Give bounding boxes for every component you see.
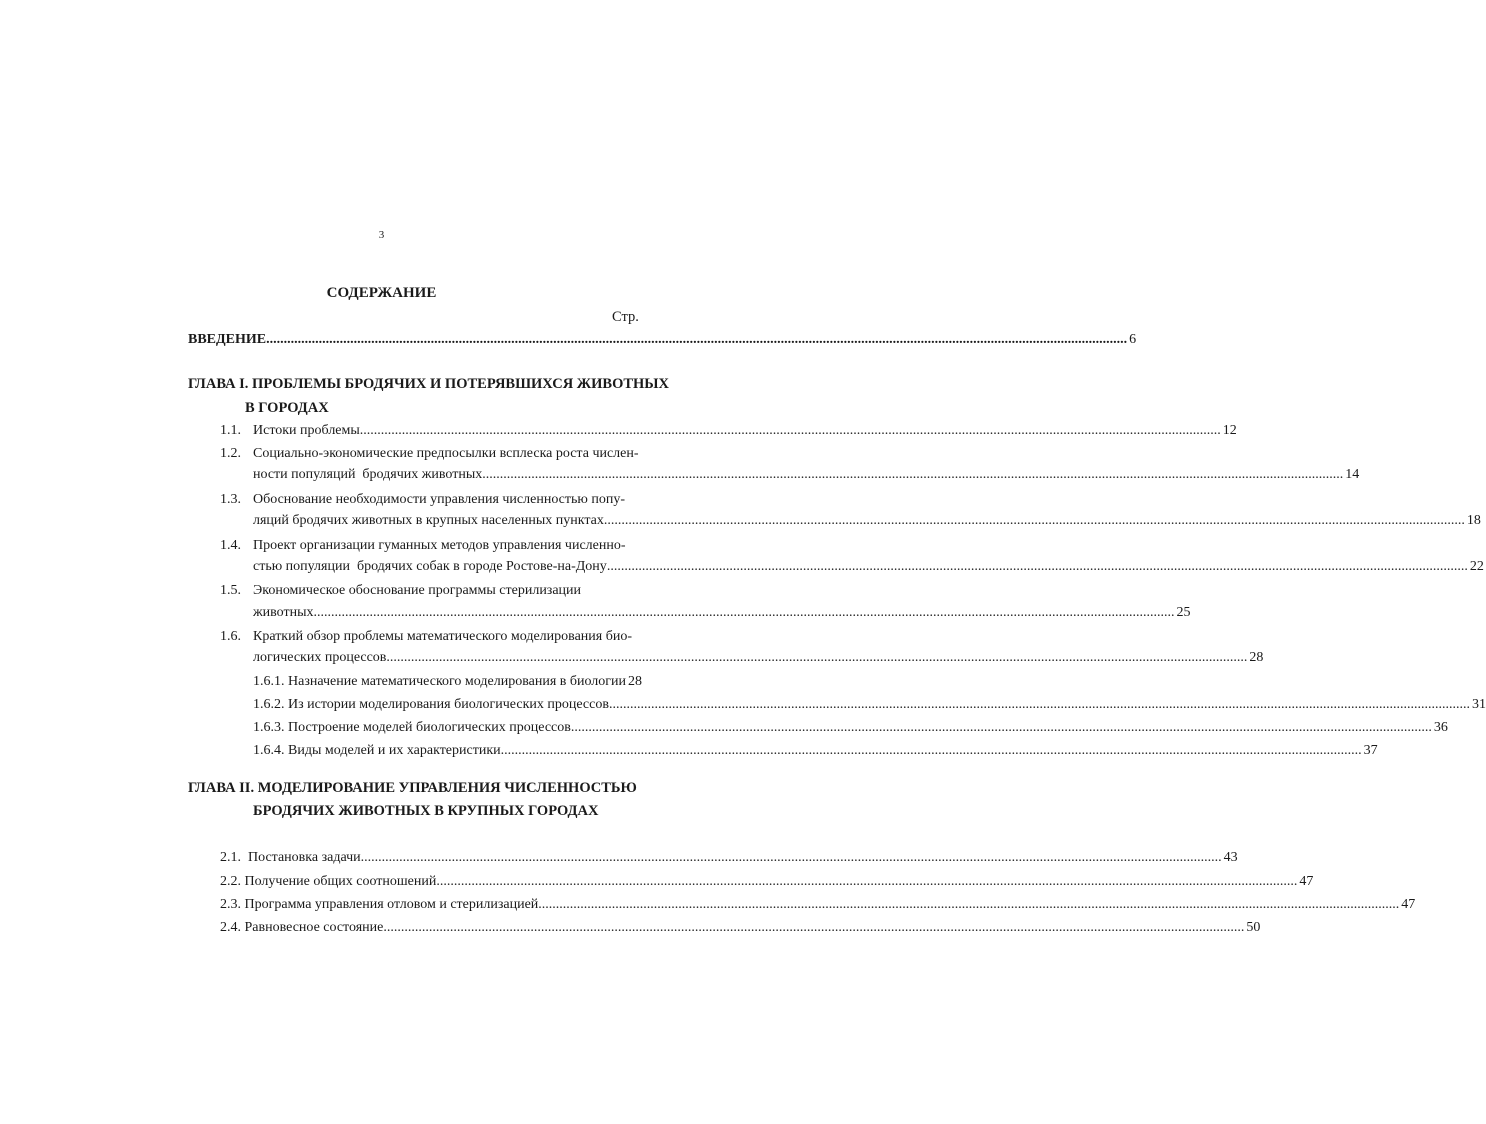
toc-title: СОДЕРЖАНИЕ [326, 285, 437, 301]
dot-leader [609, 695, 1470, 715]
toc-subitem-1-6-2[interactable] [253, 695, 1486, 715]
toc-item-2-2[interactable] [220, 872, 1314, 892]
dot-leader [607, 557, 1468, 577]
toc-entry-page: 47 [1299, 874, 1314, 889]
toc-entry-page: 22 [1469, 559, 1484, 574]
toc-item-2-1[interactable] [220, 848, 1238, 868]
toc-item-number: 1.2. [220, 446, 241, 461]
page-number: 3 [378, 229, 385, 241]
toc-item-1-5[interactable] [253, 603, 1191, 623]
toc-entry-label: животных [253, 605, 314, 620]
dot-leader [383, 918, 1244, 938]
chapter1-heading-line2: В ГОРОДАХ [245, 400, 329, 416]
dot-leader [571, 718, 1432, 738]
toc-entry-label: 1.6.4. Виды моделей и их характеристики [253, 743, 501, 758]
dot-leader [360, 421, 1221, 441]
chapter2-heading-line1: ГЛАВА II. МОДЕЛИРОВАНИЕ УПРАВЛЕНИЯ ЧИСЛЕННОСТЬЮ [188, 780, 637, 796]
toc-entry-page: 6 [1129, 332, 1137, 347]
dot-leader [436, 872, 1297, 892]
toc-item-number: 1.5. [220, 583, 241, 598]
toc-entry-label-line1: Проект организации гуманных методов управления численно- [253, 538, 626, 553]
toc-item-1-4[interactable] [253, 557, 1484, 577]
dot-leader [314, 603, 1175, 623]
toc-item-number: 1.1. [220, 423, 241, 438]
chapter2-heading-line2: БРОДЯЧИХ ЖИВОТНЫХ В КРУПНЫХ ГОРОДАХ [253, 803, 599, 819]
dot-leader [538, 895, 1399, 915]
toc-entry-label: стью популяции бродячих собак в городе Ростове-на-Дону [253, 559, 607, 574]
toc-entry-page: 28 [1249, 650, 1264, 665]
toc-entry-label: 2.4. Равновесное состояние [220, 920, 384, 935]
toc-item-2-3[interactable] [220, 895, 1416, 915]
toc-entry-page: 47 [1401, 897, 1416, 912]
toc-entry-label: ВВЕДЕНИЕ [188, 332, 267, 347]
toc-entry-page: 36 [1433, 720, 1448, 735]
toc-subitem-1-6-4[interactable] [253, 741, 1378, 761]
toc-entry-page: 28 [628, 674, 643, 689]
toc-entry-label: 1.6.3. Построение моделей биологических процессов [253, 720, 571, 735]
toc-item-number: 1.6. [220, 629, 241, 644]
toc-entry-page: 14 [1345, 467, 1360, 482]
toc-subitem-1-6-3[interactable] [253, 718, 1448, 738]
toc-entry-label: ляций бродячих животных в крупных населенных пунктах [253, 513, 604, 528]
toc-entry-page: 18 [1466, 513, 1481, 528]
toc-entry-label: 1.6.1. Назначение математического моделирования в биологии [253, 674, 627, 689]
toc-entry-page: 37 [1363, 743, 1378, 758]
toc-entry-label: логических процессов [253, 650, 387, 665]
toc-item-1-6[interactable] [253, 648, 1264, 668]
toc-entry-label-line1: Краткий обзор проблемы математического моделирования био- [253, 629, 632, 644]
chapter1-heading-line1: ГЛАВА I. ПРОБЛЕМЫ БРОДЯЧИХ И ПОТЕРЯВШИХСЯ ЖИВОТНЫХ [188, 376, 670, 392]
toc-entry-label-line1: Обоснование необходимости управления численностью попу- [253, 492, 625, 507]
toc-entry-page: 25 [1176, 605, 1191, 620]
dot-leader [361, 848, 1222, 868]
toc-entry-label: ности популяций бродячих животных [253, 467, 483, 482]
dot-leader [501, 741, 1362, 761]
toc-subitem-1-6-1[interactable] [253, 672, 643, 692]
toc-item-1-1[interactable] [253, 421, 1237, 441]
toc-entry-intro[interactable] [188, 330, 1137, 350]
toc-entry-page: 12 [1222, 423, 1237, 438]
dot-leader [604, 511, 1465, 531]
page-column-header: Стр. [612, 309, 639, 325]
toc-item-number: 1.4. [220, 538, 241, 553]
toc-entry-label-line1: Социально-экономические предпосылки всплеска роста числен- [253, 446, 639, 461]
dot-leader [266, 330, 1127, 350]
toc-entry-label: 2.3. Программа управления отловом и стерилизацией [220, 897, 539, 912]
toc-entry-label-line1: Экономическое обоснование программы стерилизации [253, 583, 582, 598]
toc-item-2-4[interactable] [220, 918, 1261, 938]
toc-item-1-3[interactable] [253, 511, 1481, 531]
toc-entry-label: 2.1. Постановка задачи [220, 850, 361, 865]
toc-entry-page: 31 [1471, 697, 1486, 712]
toc-entry-label: 1.6.2. Из истории моделирования биологических процессов [253, 697, 609, 712]
toc-item-1-2[interactable] [253, 465, 1360, 485]
dot-leader [386, 648, 1247, 668]
toc-entry-label: 2.2. Получение общих соотношений [220, 874, 437, 889]
toc-entry-page: 43 [1223, 850, 1238, 865]
dot-leader [482, 465, 1343, 485]
toc-item-number: 1.3. [220, 492, 241, 507]
toc-entry-label: Истоки проблемы [253, 423, 360, 438]
toc-entry-page: 50 [1246, 920, 1261, 935]
